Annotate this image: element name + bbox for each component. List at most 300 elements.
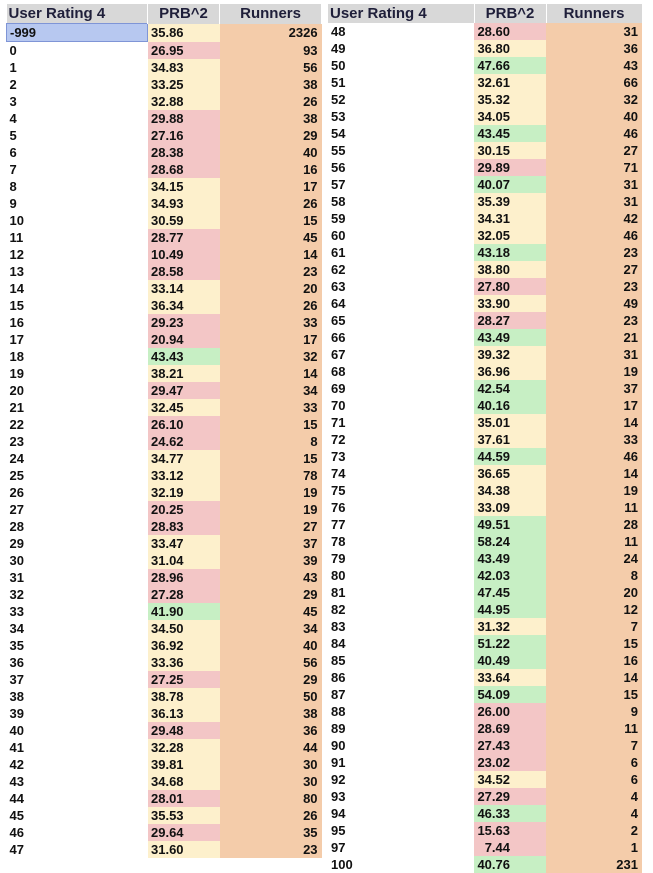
cell-prb[interactable]: 38.78 [148, 688, 220, 705]
cell-runners[interactable]: 28 [546, 516, 642, 533]
cell-prb[interactable]: 28.77 [148, 229, 220, 246]
cell-runners[interactable]: 2 [546, 822, 642, 839]
cell-runners[interactable]: 38 [220, 110, 322, 127]
cell-prb[interactable]: 31.32 [474, 618, 546, 635]
cell-runners[interactable]: 40 [546, 108, 642, 125]
cell-runners[interactable]: 23 [220, 841, 322, 858]
cell-runners[interactable]: 19 [220, 501, 322, 518]
cell-runners[interactable]: 12 [546, 601, 642, 618]
column-header-prb[interactable]: PRB^2 [474, 4, 546, 23]
cell-user-rating[interactable]: 84 [328, 635, 474, 652]
cell-runners[interactable]: 26 [220, 93, 322, 110]
cell-user-rating[interactable]: 38 [7, 688, 148, 705]
cell-runners[interactable]: 14 [546, 465, 642, 482]
cell-user-rating[interactable]: 10 [7, 212, 148, 229]
cell-prb[interactable]: 36.96 [474, 363, 546, 380]
cell-user-rating[interactable]: 5 [7, 127, 148, 144]
cell-user-rating[interactable]: 86 [328, 669, 474, 686]
cell-prb[interactable]: 43.49 [474, 329, 546, 346]
cell-runners[interactable]: 16 [220, 161, 322, 178]
cell-prb[interactable]: 28.58 [148, 263, 220, 280]
cell-runners[interactable]: 14 [546, 414, 642, 431]
cell-prb[interactable]: 27.29 [474, 788, 546, 805]
cell-runners[interactable]: 31 [546, 176, 642, 193]
cell-user-rating[interactable]: 73 [328, 448, 474, 465]
cell-prb[interactable]: 43.43 [148, 348, 220, 365]
cell-user-rating[interactable]: 18 [7, 348, 148, 365]
cell-user-rating[interactable]: 52 [328, 91, 474, 108]
cell-runners[interactable]: 11 [546, 720, 642, 737]
cell-runners[interactable]: 33 [220, 314, 322, 331]
cell-runners[interactable]: 27 [220, 518, 322, 535]
cell-runners[interactable]: 31 [546, 346, 642, 363]
cell-prb[interactable]: 33.36 [148, 654, 220, 671]
cell-prb[interactable]: 28.83 [148, 518, 220, 535]
cell-prb[interactable]: 26.00 [474, 703, 546, 720]
cell-user-rating[interactable]: 48 [328, 23, 474, 40]
cell-prb[interactable]: 31.60 [148, 841, 220, 858]
cell-prb[interactable]: 34.83 [148, 59, 220, 76]
cell-user-rating[interactable]: 23 [7, 433, 148, 450]
cell-user-rating[interactable]: 65 [328, 312, 474, 329]
cell-user-rating[interactable]: 78 [328, 533, 474, 550]
cell-runners[interactable]: 44 [220, 739, 322, 756]
cell-prb[interactable]: 49.51 [474, 516, 546, 533]
cell-prb[interactable]: 27.43 [474, 737, 546, 754]
cell-runners[interactable]: 33 [220, 399, 322, 416]
cell-user-rating[interactable]: 90 [328, 737, 474, 754]
cell-runners[interactable]: 37 [220, 535, 322, 552]
cell-user-rating[interactable]: 66 [328, 329, 474, 346]
cell-user-rating[interactable]: 79 [328, 550, 474, 567]
cell-prb[interactable]: 26.10 [148, 416, 220, 433]
cell-user-rating[interactable]: 56 [328, 159, 474, 176]
cell-prb[interactable]: 33.12 [148, 467, 220, 484]
cell-runners[interactable]: 32 [220, 348, 322, 365]
cell-runners[interactable]: 27 [546, 261, 642, 278]
cell-runners[interactable]: 9 [546, 703, 642, 720]
cell-runners[interactable]: 49 [546, 295, 642, 312]
cell-prb[interactable]: 39.81 [148, 756, 220, 773]
cell-prb[interactable]: 43.18 [474, 244, 546, 261]
cell-prb[interactable]: 36.92 [148, 637, 220, 654]
cell-prb[interactable]: 47.66 [474, 57, 546, 74]
cell-user-rating[interactable]: 70 [328, 397, 474, 414]
cell-prb[interactable]: 38.80 [474, 261, 546, 278]
cell-user-rating[interactable]: 69 [328, 380, 474, 397]
cell-prb[interactable]: 7.44 [474, 839, 546, 856]
cell-runners[interactable]: 39 [220, 552, 322, 569]
cell-user-rating[interactable]: 94 [328, 805, 474, 822]
cell-user-rating[interactable]: 43 [7, 773, 148, 790]
cell-runners[interactable]: 23 [220, 263, 322, 280]
cell-prb[interactable]: 40.07 [474, 176, 546, 193]
cell-user-rating[interactable]: 32 [7, 586, 148, 603]
cell-prb[interactable]: 29.47 [148, 382, 220, 399]
cell-user-rating[interactable]: 92 [328, 771, 474, 788]
cell-prb[interactable]: 28.01 [148, 790, 220, 807]
cell-prb[interactable]: 32.88 [148, 93, 220, 110]
cell-prb[interactable]: 42.03 [474, 567, 546, 584]
cell-runners[interactable]: 20 [220, 280, 322, 297]
cell-runners[interactable]: 46 [546, 125, 642, 142]
cell-runners[interactable]: 6 [546, 771, 642, 788]
cell-prb[interactable]: 46.33 [474, 805, 546, 822]
cell-prb[interactable]: 35.32 [474, 91, 546, 108]
cell-user-rating[interactable]: 13 [7, 263, 148, 280]
cell-prb[interactable]: 33.90 [474, 295, 546, 312]
cell-prb[interactable]: 28.96 [148, 569, 220, 586]
cell-user-rating[interactable]: 45 [7, 807, 148, 824]
cell-runners[interactable]: 46 [546, 448, 642, 465]
cell-prb[interactable]: 35.86 [148, 24, 220, 42]
cell-runners[interactable]: 36 [220, 722, 322, 739]
cell-runners[interactable]: 45 [220, 603, 322, 620]
cell-runners[interactable]: 43 [546, 57, 642, 74]
cell-runners[interactable]: 32 [546, 91, 642, 108]
cell-prb[interactable]: 29.48 [148, 722, 220, 739]
cell-user-rating[interactable]: 25 [7, 467, 148, 484]
cell-user-rating[interactable]: 6 [7, 144, 148, 161]
cell-user-rating[interactable]: 14 [7, 280, 148, 297]
cell-runners[interactable]: 19 [546, 363, 642, 380]
cell-runners[interactable]: 8 [546, 567, 642, 584]
cell-user-rating[interactable]: 0 [7, 42, 148, 60]
cell-prb[interactable]: 40.16 [474, 397, 546, 414]
cell-prb[interactable]: 37.61 [474, 431, 546, 448]
cell-runners[interactable]: 23 [546, 312, 642, 329]
cell-runners[interactable]: 80 [220, 790, 322, 807]
cell-runners[interactable]: 14 [220, 246, 322, 263]
cell-runners[interactable]: 56 [220, 654, 322, 671]
cell-runners[interactable]: 93 [220, 42, 322, 60]
cell-user-rating[interactable]: 82 [328, 601, 474, 618]
cell-user-rating[interactable]: 77 [328, 516, 474, 533]
cell-runners[interactable]: 17 [220, 331, 322, 348]
cell-prb[interactable]: 43.45 [474, 125, 546, 142]
cell-prb[interactable]: 28.68 [148, 161, 220, 178]
cell-prb[interactable]: 40.76 [474, 856, 546, 873]
cell-user-rating[interactable]: 67 [328, 346, 474, 363]
cell-runners[interactable]: 19 [220, 484, 322, 501]
cell-user-rating[interactable]: 75 [328, 482, 474, 499]
cell-user-rating[interactable]: 89 [328, 720, 474, 737]
cell-prb[interactable]: 44.95 [474, 601, 546, 618]
cell-runners[interactable]: 20 [546, 584, 642, 601]
cell-runners[interactable]: 8 [220, 433, 322, 450]
cell-runners[interactable]: 30 [220, 773, 322, 790]
cell-user-rating[interactable]: 85 [328, 652, 474, 669]
cell-user-rating[interactable]: 68 [328, 363, 474, 380]
cell-prb[interactable]: 20.94 [148, 331, 220, 348]
cell-user-rating[interactable]: 20 [7, 382, 148, 399]
cell-prb[interactable]: 32.61 [474, 74, 546, 91]
cell-user-rating[interactable]: 4 [7, 110, 148, 127]
cell-user-rating[interactable]: -999 [7, 24, 148, 42]
cell-runners[interactable]: 15 [546, 635, 642, 652]
cell-prb[interactable]: 58.24 [474, 533, 546, 550]
cell-user-rating[interactable]: 44 [7, 790, 148, 807]
cell-user-rating[interactable]: 3 [7, 93, 148, 110]
cell-user-rating[interactable]: 31 [7, 569, 148, 586]
cell-prb[interactable]: 36.13 [148, 705, 220, 722]
cell-prb[interactable]: 47.45 [474, 584, 546, 601]
cell-prb[interactable]: 35.53 [148, 807, 220, 824]
cell-prb[interactable]: 33.25 [148, 76, 220, 93]
cell-user-rating[interactable]: 58 [328, 193, 474, 210]
cell-prb[interactable]: 29.23 [148, 314, 220, 331]
cell-prb[interactable]: 20.25 [148, 501, 220, 518]
cell-runners[interactable]: 17 [220, 178, 322, 195]
cell-user-rating[interactable]: 83 [328, 618, 474, 635]
cell-runners[interactable]: 1 [546, 839, 642, 856]
cell-runners[interactable]: 26 [220, 807, 322, 824]
cell-user-rating[interactable]: 87 [328, 686, 474, 703]
cell-runners[interactable]: 21 [546, 329, 642, 346]
cell-user-rating[interactable]: 2 [7, 76, 148, 93]
cell-prb[interactable]: 34.50 [148, 620, 220, 637]
cell-runners[interactable]: 35 [220, 824, 322, 841]
column-header-user-rating[interactable]: User Rating 4 [328, 4, 474, 23]
cell-user-rating[interactable]: 91 [328, 754, 474, 771]
cell-user-rating[interactable]: 22 [7, 416, 148, 433]
cell-prb[interactable]: 36.65 [474, 465, 546, 482]
cell-user-rating[interactable]: 35 [7, 637, 148, 654]
cell-user-rating[interactable]: 15 [7, 297, 148, 314]
cell-prb[interactable]: 24.62 [148, 433, 220, 450]
column-header-user-rating[interactable]: User Rating 4 [7, 4, 148, 24]
cell-prb[interactable]: 27.28 [148, 586, 220, 603]
cell-runners[interactable]: 2326 [220, 24, 322, 42]
cell-user-rating[interactable]: 59 [328, 210, 474, 227]
cell-runners[interactable]: 30 [220, 756, 322, 773]
cell-runners[interactable]: 23 [546, 244, 642, 261]
cell-user-rating[interactable]: 36 [7, 654, 148, 671]
cell-runners[interactable]: 50 [220, 688, 322, 705]
cell-prb[interactable]: 34.52 [474, 771, 546, 788]
cell-runners[interactable]: 40 [220, 144, 322, 161]
cell-user-rating[interactable]: 40 [7, 722, 148, 739]
cell-prb[interactable]: 34.15 [148, 178, 220, 195]
cell-user-rating[interactable]: 76 [328, 499, 474, 516]
cell-user-rating[interactable]: 26 [7, 484, 148, 501]
cell-prb[interactable]: 36.80 [474, 40, 546, 57]
cell-user-rating[interactable]: 19 [7, 365, 148, 382]
cell-runners[interactable]: 11 [546, 499, 642, 516]
cell-prb[interactable]: 28.38 [148, 144, 220, 161]
cell-user-rating[interactable]: 7 [7, 161, 148, 178]
cell-runners[interactable]: 15 [220, 212, 322, 229]
cell-prb[interactable]: 32.28 [148, 739, 220, 756]
cell-user-rating[interactable]: 95 [328, 822, 474, 839]
column-header-runners[interactable]: Runners [546, 4, 642, 23]
cell-user-rating[interactable]: 55 [328, 142, 474, 159]
cell-runners[interactable]: 71 [546, 159, 642, 176]
cell-prb[interactable]: 39.32 [474, 346, 546, 363]
cell-user-rating[interactable]: 61 [328, 244, 474, 261]
cell-prb[interactable]: 34.68 [148, 773, 220, 790]
cell-prb[interactable]: 35.39 [474, 193, 546, 210]
cell-runners[interactable]: 15 [546, 686, 642, 703]
cell-prb[interactable]: 31.04 [148, 552, 220, 569]
cell-runners[interactable]: 29 [220, 671, 322, 688]
cell-prb[interactable]: 29.64 [148, 824, 220, 841]
cell-runners[interactable]: 31 [546, 23, 642, 40]
cell-prb[interactable]: 30.59 [148, 212, 220, 229]
cell-runners[interactable]: 43 [220, 569, 322, 586]
cell-runners[interactable]: 78 [220, 467, 322, 484]
cell-user-rating[interactable]: 54 [328, 125, 474, 142]
cell-prb[interactable]: 41.90 [148, 603, 220, 620]
cell-user-rating[interactable]: 57 [328, 176, 474, 193]
cell-user-rating[interactable]: 37 [7, 671, 148, 688]
cell-prb[interactable]: 15.63 [474, 822, 546, 839]
cell-runners[interactable]: 27 [546, 142, 642, 159]
cell-runners[interactable]: 16 [546, 652, 642, 669]
cell-runners[interactable]: 29 [220, 586, 322, 603]
cell-prb[interactable]: 32.05 [474, 227, 546, 244]
cell-user-rating[interactable]: 80 [328, 567, 474, 584]
cell-user-rating[interactable]: 53 [328, 108, 474, 125]
cell-prb[interactable]: 26.95 [148, 42, 220, 60]
cell-prb[interactable]: 10.49 [148, 246, 220, 263]
cell-prb[interactable]: 38.21 [148, 365, 220, 382]
cell-runners[interactable]: 29 [220, 127, 322, 144]
cell-prb[interactable]: 34.31 [474, 210, 546, 227]
cell-prb[interactable]: 51.22 [474, 635, 546, 652]
cell-runners[interactable]: 34 [220, 382, 322, 399]
cell-user-rating[interactable]: 62 [328, 261, 474, 278]
cell-prb[interactable]: 33.64 [474, 669, 546, 686]
cell-runners[interactable]: 15 [220, 450, 322, 467]
cell-prb[interactable]: 28.27 [474, 312, 546, 329]
cell-user-rating[interactable]: 8 [7, 178, 148, 195]
cell-prb[interactable]: 27.25 [148, 671, 220, 688]
cell-runners[interactable]: 37 [546, 380, 642, 397]
cell-prb[interactable]: 36.34 [148, 297, 220, 314]
cell-user-rating[interactable]: 1 [7, 59, 148, 76]
cell-runners[interactable]: 6 [546, 754, 642, 771]
cell-prb[interactable]: 54.09 [474, 686, 546, 703]
cell-user-rating[interactable]: 50 [328, 57, 474, 74]
cell-prb[interactable]: 30.15 [474, 142, 546, 159]
cell-user-rating[interactable]: 60 [328, 227, 474, 244]
cell-prb[interactable]: 44.59 [474, 448, 546, 465]
cell-runners[interactable]: 19 [546, 482, 642, 499]
cell-user-rating[interactable]: 42 [7, 756, 148, 773]
cell-runners[interactable]: 31 [546, 193, 642, 210]
cell-user-rating[interactable]: 17 [7, 331, 148, 348]
cell-runners[interactable]: 23 [546, 278, 642, 295]
cell-runners[interactable]: 46 [546, 227, 642, 244]
cell-prb[interactable]: 28.60 [474, 23, 546, 40]
cell-user-rating[interactable]: 51 [328, 74, 474, 91]
cell-runners[interactable]: 45 [220, 229, 322, 246]
cell-user-rating[interactable]: 28 [7, 518, 148, 535]
cell-runners[interactable]: 7 [546, 737, 642, 754]
cell-runners[interactable]: 38 [220, 705, 322, 722]
cell-prb[interactable]: 33.09 [474, 499, 546, 516]
cell-runners[interactable]: 14 [546, 669, 642, 686]
cell-user-rating[interactable]: 24 [7, 450, 148, 467]
cell-prb[interactable]: 32.19 [148, 484, 220, 501]
cell-user-rating[interactable]: 93 [328, 788, 474, 805]
cell-user-rating[interactable]: 34 [7, 620, 148, 637]
cell-runners[interactable]: 26 [220, 297, 322, 314]
cell-user-rating[interactable]: 71 [328, 414, 474, 431]
cell-runners[interactable]: 40 [220, 637, 322, 654]
cell-runners[interactable]: 17 [546, 397, 642, 414]
cell-user-rating[interactable]: 49 [328, 40, 474, 57]
cell-prb[interactable]: 34.93 [148, 195, 220, 212]
cell-user-rating[interactable]: 30 [7, 552, 148, 569]
cell-prb[interactable]: 34.38 [474, 482, 546, 499]
cell-user-rating[interactable]: 11 [7, 229, 148, 246]
cell-prb[interactable]: 33.14 [148, 280, 220, 297]
cell-user-rating[interactable]: 47 [7, 841, 148, 858]
column-header-runners[interactable]: Runners [220, 4, 322, 24]
cell-runners[interactable]: 36 [546, 40, 642, 57]
cell-user-rating[interactable]: 29 [7, 535, 148, 552]
cell-prb[interactable]: 34.05 [474, 108, 546, 125]
cell-runners[interactable]: 4 [546, 788, 642, 805]
cell-runners[interactable]: 24 [546, 550, 642, 567]
cell-prb[interactable]: 32.45 [148, 399, 220, 416]
cell-runners[interactable]: 231 [546, 856, 642, 873]
cell-user-rating[interactable]: 39 [7, 705, 148, 722]
cell-user-rating[interactable]: 16 [7, 314, 148, 331]
cell-user-rating[interactable]: 97 [328, 839, 474, 856]
cell-user-rating[interactable]: 41 [7, 739, 148, 756]
cell-user-rating[interactable]: 81 [328, 584, 474, 601]
cell-runners[interactable]: 42 [546, 210, 642, 227]
cell-runners[interactable]: 38 [220, 76, 322, 93]
cell-runners[interactable]: 66 [546, 74, 642, 91]
cell-prb[interactable]: 40.49 [474, 652, 546, 669]
cell-prb[interactable]: 43.49 [474, 550, 546, 567]
cell-prb[interactable]: 29.88 [148, 110, 220, 127]
cell-user-rating[interactable]: 63 [328, 278, 474, 295]
cell-runners[interactable]: 26 [220, 195, 322, 212]
cell-user-rating[interactable]: 33 [7, 603, 148, 620]
cell-prb[interactable]: 34.77 [148, 450, 220, 467]
cell-user-rating[interactable]: 21 [7, 399, 148, 416]
cell-user-rating[interactable]: 27 [7, 501, 148, 518]
cell-runners[interactable]: 11 [546, 533, 642, 550]
cell-prb[interactable]: 42.54 [474, 380, 546, 397]
column-header-prb[interactable]: PRB^2 [148, 4, 220, 24]
cell-runners[interactable]: 14 [220, 365, 322, 382]
cell-user-rating[interactable]: 74 [328, 465, 474, 482]
cell-runners[interactable]: 15 [220, 416, 322, 433]
cell-prb[interactable]: 27.16 [148, 127, 220, 144]
cell-prb[interactable]: 28.69 [474, 720, 546, 737]
cell-user-rating[interactable]: 100 [328, 856, 474, 873]
cell-runners[interactable]: 4 [546, 805, 642, 822]
cell-prb[interactable]: 35.01 [474, 414, 546, 431]
cell-user-rating[interactable]: 64 [328, 295, 474, 312]
cell-user-rating[interactable]: 12 [7, 246, 148, 263]
cell-prb[interactable]: 29.89 [474, 159, 546, 176]
cell-runners[interactable]: 7 [546, 618, 642, 635]
cell-user-rating[interactable]: 46 [7, 824, 148, 841]
cell-user-rating[interactable]: 88 [328, 703, 474, 720]
cell-runners[interactable]: 34 [220, 620, 322, 637]
cell-runners[interactable]: 33 [546, 431, 642, 448]
cell-prb[interactable]: 33.47 [148, 535, 220, 552]
cell-runners[interactable]: 56 [220, 59, 322, 76]
cell-user-rating[interactable]: 72 [328, 431, 474, 448]
